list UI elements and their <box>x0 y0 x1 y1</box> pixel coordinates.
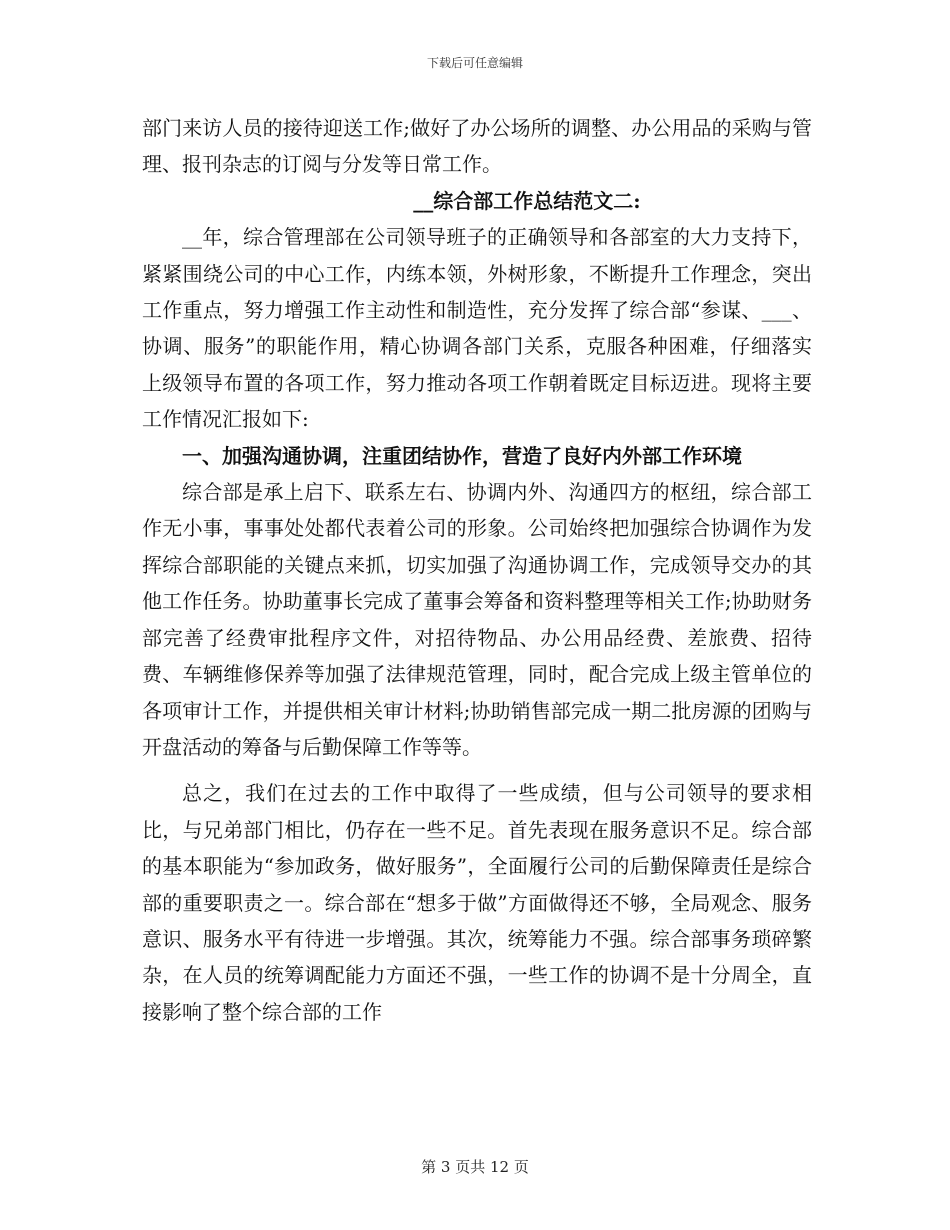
section-title: __综合部工作总结范文二: <box>413 188 641 213</box>
page-number: 第 3 页共 12 页 <box>421 1158 529 1176</box>
document-body <box>142 110 812 1030</box>
paragraph-2: 总之，我们在过去的工作中取得了一些成绩，但与公司领导的要求相比，与兄弟部门相比，仍存在一些不足。首先表现在服务意识不足。综合部的基本职能为“参加政务，做好服务”，全面履行公司的后勤保障责任是综合部的重要职责之一。综合部在“想多于做”方面做得还不够，全局观念、服务意识、服务水平有待进一步增强。其次，统筹能力不强。综合部事务琐碎繁杂，在人员的统筹调配能力方面还不强，一些工作的协调不是十分周全，直接影响了整个综合部的工作 <box>142 781 812 1024</box>
page-header: 下载后可任意编辑 <box>426 56 523 70</box>
paragraph-intro: __年，综合管理部在公司领导班子的正确领导和各部室的大力支持下，紧紧围绕公司的中心工作，内练本领，外树形象，不断提升工作理念，突出工作重点，努力增强工作主动性和制造性，充分发挥了综合部“参谋、___、协调、服务”的职能作用，精心协调各部门关系，克服各种困难，仔细落实上级领导布置的各项工作，努力推动各项工作朝着既定目标迈进。现将主要工作情况汇报如下: <box>142 225 812 432</box>
heading-1: 一、加强沟通协调，注重团结协作，营造了良好内外部工作环境 <box>182 443 742 468</box>
paragraph-continued: 部门来访人员的接待迎送工作;做好了办公场所的调整、办公用品的采购与管理、报刊杂志的订阅与分发等日常工作。 <box>142 116 812 177</box>
paragraph-1: 综合部是承上启下、联系左右、协调内外、沟通四方的枢纽，综合部工作无小事，事事处处都代表着公司的形象。公司始终把加强综合协调作为发挥综合部职能的关键点来抓，切实加强了沟通协调工作，完成领导交办的其他工作任务。协助董事长完成了董事会筹备和资料整理等相关工作;协助财务部完善了经费审批程序文件，对招待物品、办公用品经费、差旅费、招待费、车辆维修保养等加强了法律规范管理，同时，配合完成上级主管单位的各项审计工作，并提供相关审计材料;协助销售部完成一期二批房源的团购与开盘活动的筹备与后勤保障工作等等。 <box>142 480 812 759</box>
